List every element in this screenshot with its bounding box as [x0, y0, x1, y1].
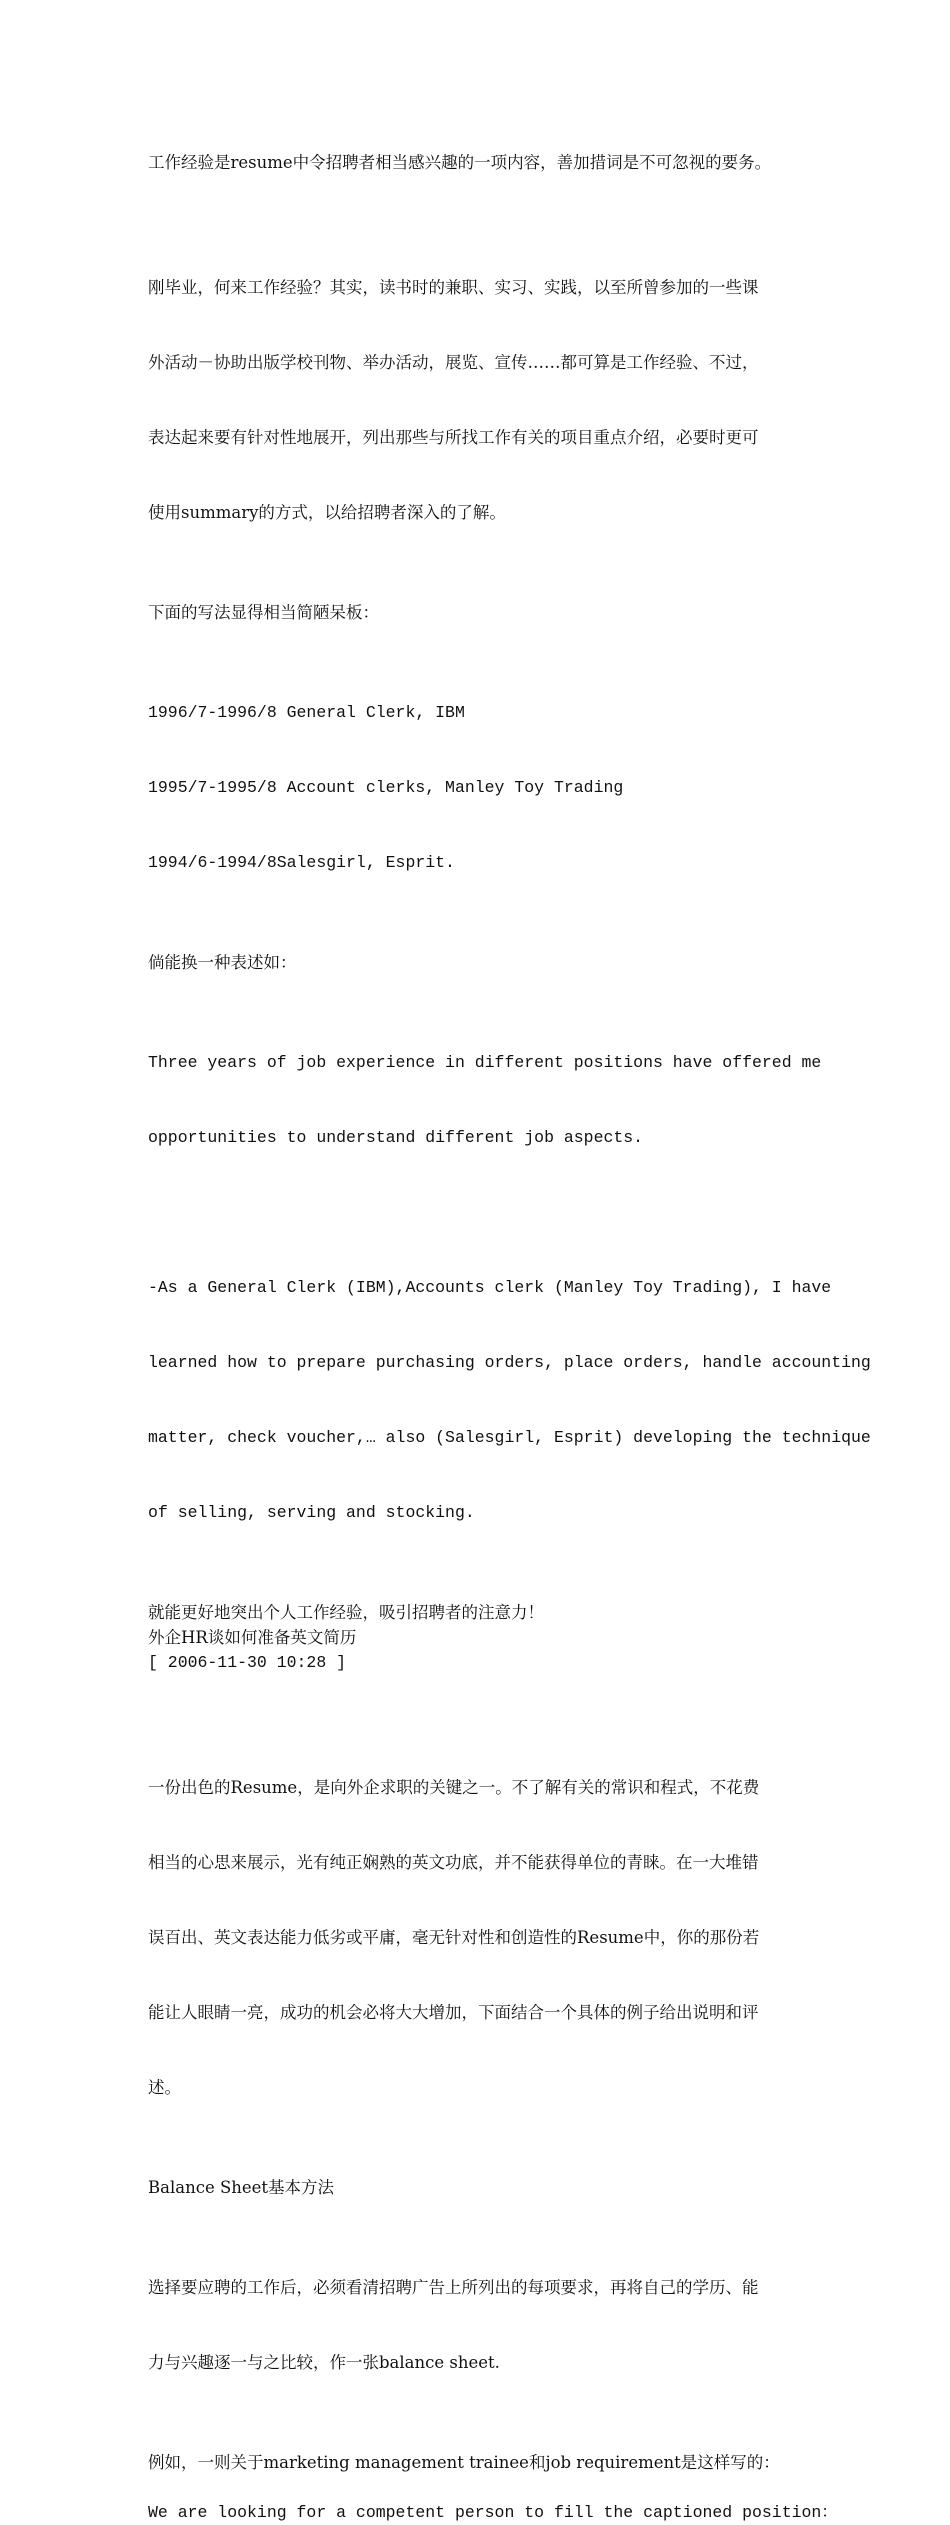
- spacer: [148, 2475, 868, 2500]
- spacer: [148, 2150, 868, 2175]
- detail-line: -As a General Clerk (IBM),Accounts clerk (Manley Toy Trading), I have: [148, 1278, 832, 1297]
- spacer: [148, 1575, 868, 1600]
- alternative-summary: [148, 1000, 868, 1200]
- example-intro: 例如，一则关于marketing management trainee和job requirement是这样写的：: [148, 2453, 780, 2472]
- summary-line: Three years of job experience in different positions have offered me: [148, 1053, 822, 1072]
- graduate-line: 刚毕业，何来工作经验？其实，读书时的兼职、实习、实践，以至所曾参加的一些课: [148, 278, 759, 297]
- alternative-heading: 倘能换一种表述如：: [148, 953, 297, 972]
- plain-experience-list: [148, 650, 868, 925]
- spacer: [148, 1675, 868, 1725]
- list-item: 1995/7-1995/8 Account clerks, Manley Toy Trading: [148, 778, 624, 797]
- balance-line: 力与兴趣逐一与之比较，作一张balance sheet.: [148, 2353, 500, 2372]
- spacer: [148, 625, 868, 650]
- balance-line: 选择要应聘的工作后，必须看清招聘广告上所列出的每项要求，再将自己的学历、能: [148, 2278, 759, 2297]
- section-heading: Balance Sheet基本方法: [148, 2178, 335, 2197]
- spacer: [148, 925, 868, 950]
- spacer: [148, 1200, 868, 1225]
- document-body: [148, 150, 871, 2525]
- spacer: [148, 975, 868, 1000]
- article-title: 外企HR谈如何准备英文简历: [148, 1628, 357, 1647]
- alternative-detail: [148, 1225, 871, 1575]
- list-item: 1994/6-1994/8Salesgirl, Esprit.: [148, 853, 455, 872]
- spacer: [148, 575, 868, 600]
- article-intro: [148, 1725, 868, 2150]
- conclusion: 就能更好地突出个人工作经验，吸引招聘者的注意力！: [148, 1603, 544, 1622]
- article-date: [ 2006-11-30 10:28 ]: [148, 1653, 347, 1672]
- intro-paragraph: 工作经验是resume中令招聘者相当感兴趣的一项内容，善加措词是不可忽视的要务。: [148, 153, 772, 172]
- example-quote: We are looking for a competent person to fill the captioned position：: [148, 2503, 838, 2522]
- intro-line: 相当的心思来展示，光有纯正娴熟的英文功底，并不能获得单位的青睐。在一大堆错: [148, 1853, 759, 1872]
- detail-line: matter, check voucher,… also (Salesgirl, Esprit) developing the technique: [148, 1428, 871, 1447]
- graduate-line: 使用summary的方式，以给招聘者深入的了解。: [148, 503, 506, 522]
- intro-line: 误百出、英文表达能力低劣或平庸，毫无针对性和创造性的Resume中，你的那份若: [148, 1928, 760, 1947]
- spacer: [148, 175, 868, 225]
- intro-line: 能让人眼睛一亮，成功的机会必将大大增加，下面结合一个具体的例子给出说明和评: [148, 2003, 759, 2022]
- spacer: [148, 2425, 868, 2450]
- graduate-line: 外活动－协助出版学校刊物、举办活动，展览、宣传……都可算是工作经验、不过，: [148, 353, 759, 372]
- graduate-line: 表达起来要有针对性地展开，列出那些与所找工作有关的项目重点介绍，必要时更可: [148, 428, 759, 447]
- intro-line: 一份出色的Resume，是向外企求职的关键之一。不了解有关的常识和程式，不花费: [148, 1778, 760, 1797]
- detail-line: of selling, serving and stocking.: [148, 1503, 475, 1522]
- summary-line: opportunities to understand different job aspects.: [148, 1128, 644, 1147]
- plain-heading: 下面的写法显得相当简陋呆板：: [148, 603, 379, 622]
- list-item: 1996/7-1996/8 General Clerk, IBM: [148, 703, 465, 722]
- spacer: [148, 2200, 868, 2225]
- graduate-paragraph: [148, 225, 868, 575]
- balance-paragraph: [148, 2225, 868, 2425]
- intro-line: 述。: [148, 2078, 181, 2097]
- detail-line: learned how to prepare purchasing orders, place orders, handle accounting: [148, 1353, 871, 1372]
